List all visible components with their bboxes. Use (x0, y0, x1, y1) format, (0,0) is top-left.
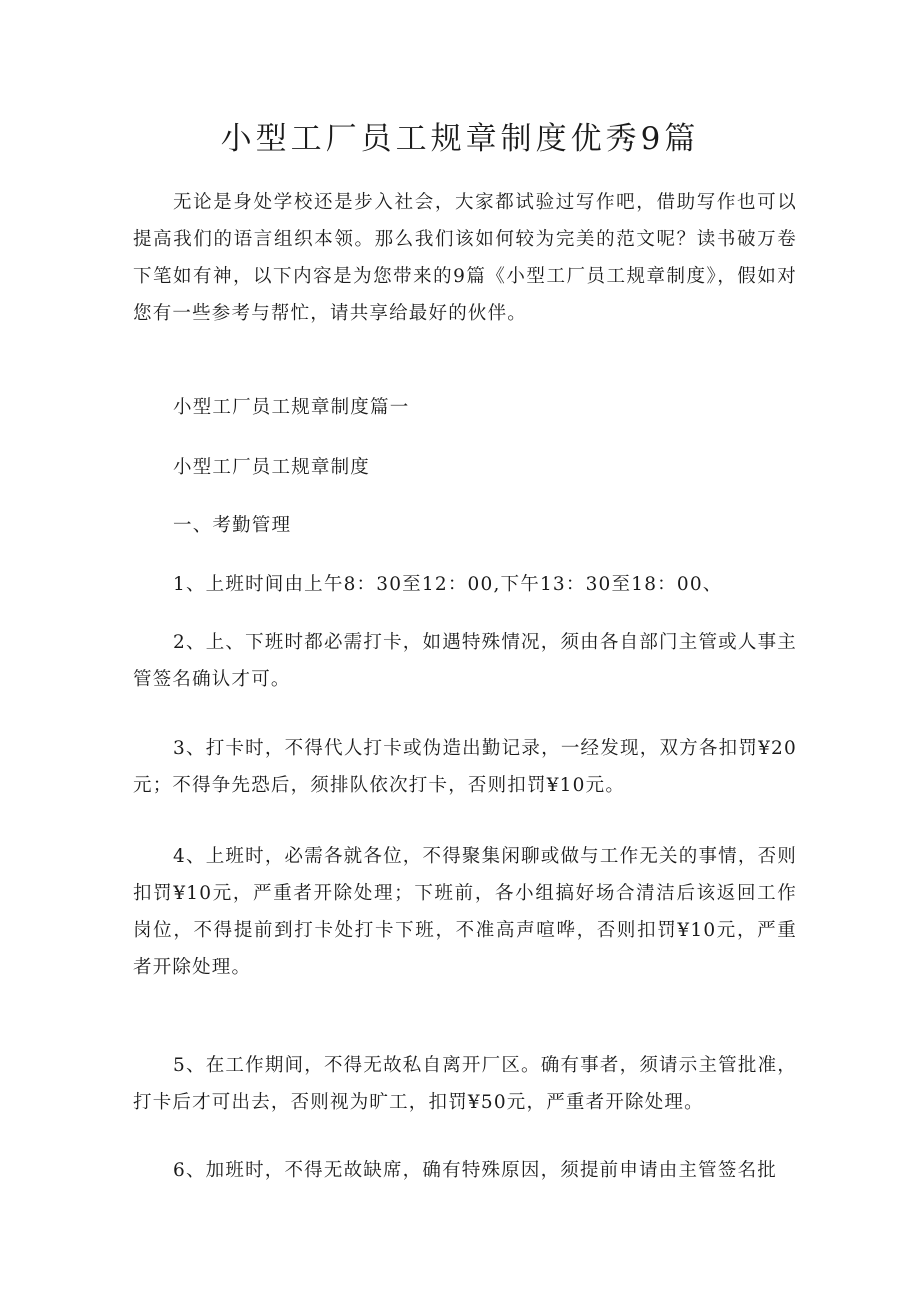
rule-item-6: 6、加班时，不得无故缺席，确有特殊原因，须提前申请由主管签名批 (173, 1160, 777, 1181)
rule-item-4: 4、上班时，必需各就各位，不得聚集闲聊或做与工作无关的事情，否则扣罚¥10元，严重者开除处理；下班前，各小组搞好场合清洁后该返回工作岗位，不得提前到打卡处打卡下班，不准高声喧哗，否则扣罚¥10元，严重者开除处理。 (133, 846, 797, 978)
section-heading-part-one: 小型工厂员工规章制度篇一 (173, 397, 410, 418)
rule-item-5: 5、在工作期间，不得无故私自离开厂区。确有事者，须请示主管批准，打卡后才可出去，否则视为旷工，扣罚¥50元，严重者开除处理。 (133, 1055, 797, 1113)
subheading-attendance: 一、考勤管理 (173, 515, 292, 536)
intro-paragraph: 无论是身处学校还是步入社会，大家都试验过写作吧，借助写作也可以提高我们的语言组织本领。那么我们该如何较为完美的范文呢？读书破万卷下笔如有神，以下内容是为您带来的9篇《小型工厂员工规章制度》，假如对您有一些参考与帮忙，请共享给最好的伙伴。 (133, 192, 797, 324)
document-title: 小型工厂员工规章制度优秀9篇 (220, 121, 700, 157)
rule-item-3: 3、打卡时，不得代人打卡或伪造出勤记录，一经发现，双方各扣罚¥20元；不得争先恐后，须排队依次打卡，否则扣罚¥10元。 (133, 738, 797, 796)
rule-item-2: 2、上、下班时都必需打卡，如遇特殊情况，须由各自部门主管或人事主管签名确认才可。 (133, 632, 797, 690)
rule-item-1: 1、上班时间由上午8：30至12：00,下午13：30至18：00、 (173, 574, 723, 595)
subheading-regulations: 小型工厂员工规章制度 (173, 457, 371, 478)
